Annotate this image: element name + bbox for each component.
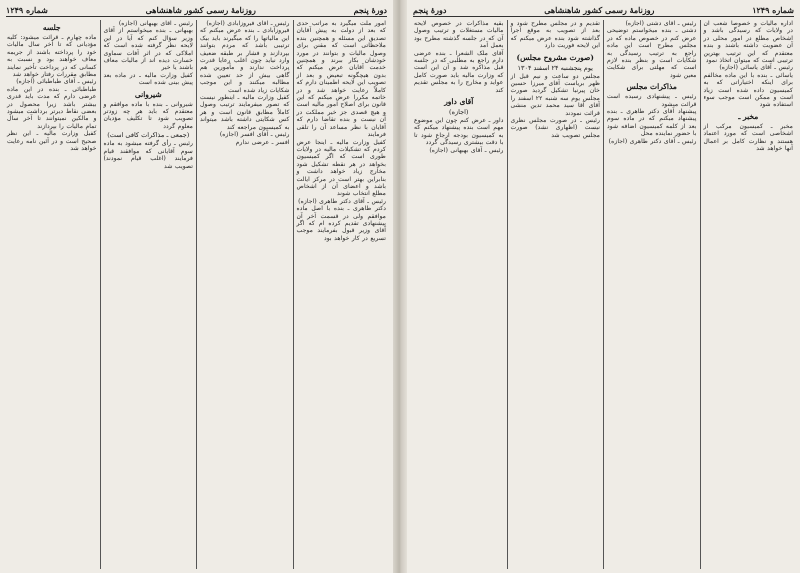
article-paragraph: رئیس ـ آقای افسر (اجازه) (219, 131, 290, 139)
left-page-column-3 (101, 20, 198, 569)
right-header-issue: دورهٔ پنجم (413, 5, 447, 15)
article-paragraph: فیروزآبادی ـ بنده عرض میکنم که این مالیاتها را که میگیرند باید بیک ترتیبی باشد که مردم بتوانند بپردازند و فشار بر طبقه ضعیف وارد نیاید چون اغلب رعایا قدرت پرداخت ندارند و مأمورین هم گاهی بیش از حد تعیین شده مطالبه میکنند و این موجب شکایات زیاد شده است (200, 27, 290, 94)
left-page-header (6, 4, 387, 17)
left-page-column-4 (4, 20, 101, 569)
article-paragraph: رئیس ـ آقای طباطبائی (اجازه) (16, 78, 97, 86)
article-heading: مذاکرات مجلس (626, 82, 677, 92)
article-paragraph: مخبر ـ کمیسیون مرکب از اشخاصی است که مورد اعتماد هستند و نظارت کامل بر اعمال آنها خواهد شد (703, 122, 793, 153)
article-paragraph: رئیس ـ آقای فیروزآبادی (اجازه) (206, 20, 290, 27)
article-paragraph: آقای ملک الشعرا ـ بنده عرضی دارم راجع به مطلبی که در جلسه قبل مذاکره شد و آن این است که وزارت مالیه باید صورت کامل عواید و مخارج را به مجلس تقدیم کند (414, 49, 504, 94)
right-header-title: روزنامهٔ رسمی کشور شاهنشاهی (544, 5, 655, 15)
article-paragraph: بقیه مذاکرات در خصوص لایحه مالیات مستغلات و ترتیب وصول آن که در جلسه گذشته مطرح بود بعمل آمد (414, 20, 504, 50)
article-paragraph: رئیس ـ در صورت مجلس نظری نیست (اظهاری نشد) صورت مجلس تصویب شد (510, 117, 600, 139)
article-subheading: یوم پنجشنبه ۲۴ اسفند ۱۳۰۴ (517, 63, 593, 72)
left-page-column-2 (197, 20, 294, 569)
article-paragraph: دشتی ـ بنده میخواستم توضیحی عرض کنم در خصوص ماده که در مجلس مطرح است این ماده راجع به ترتیب رسیدگی به شکایات است و بنظر بنده لازم است که مهلتی برای شکایت معین شود (607, 27, 697, 79)
page-gutter (393, 0, 407, 573)
article-paragraph: طباطبائی ـ بنده در این ماده عرضی دارم که مدت باید قدری بیشتر باشد زیرا محصول در بعضی نقاط دیرتر برداشت میشود و مالکین نمیتوانند تا آخر سال تمام مالیات را بپردازند (7, 85, 97, 130)
right-header-number: شماره ۱۲۴۹ (752, 5, 794, 15)
left-page-column-1 (294, 20, 390, 569)
article-paragraph: شیروانی ـ بنده با ماده موافقم و معتقدم که باید هر چه زودتر تصویب شود تا تکلیف مؤدیان معلوم گردد (103, 100, 193, 130)
article-subheading: (جمعی ـ مذاکرات کافی است) (107, 131, 190, 140)
right-page-column-2 (604, 20, 701, 569)
right-page-column-4 (411, 20, 508, 569)
right-page-header (413, 4, 794, 17)
left-page-columns (4, 20, 389, 569)
article-heading: آقای داور (444, 97, 474, 107)
article-paragraph: تقدیم و در مجلس مطرح شود و بعد از تصویب به موقع اجرا گذاشته شود بنده عرض میکنم که این لایحه فوریت دارد (510, 20, 600, 50)
article-heading: (صورت مشروح مجلس) (516, 52, 594, 62)
article-paragraph: بهبهانی ـ بنده میخواستم از آقای وزیر سؤال کنم که آیا در این لایحه نظر گرفته شده است که املاکی که در اثر آفات سماوی خسارت دیده اند از مالیات معاف باشند یا خیر (103, 27, 193, 72)
right-page-column-1 (701, 20, 797, 569)
article-paragraph: رئیس ـ آقای دشتی (اجازه) (625, 20, 697, 27)
article-heading: شیروانی (134, 89, 162, 99)
article-paragraph: رئیس ـ آقای یاسائی (اجازه) (719, 64, 793, 72)
article-paragraph: رئیس ـ آقای بهبهانی (اجازه) (429, 146, 504, 154)
article-subheading: (اجازه) (449, 108, 469, 117)
article-heading: مخبر ـ (738, 111, 759, 121)
article-paragraph: رئیس ـ آقای دکتر طاهری (اجازه) (608, 137, 697, 145)
article-paragraph: رئیس ـ رأی گرفته میشود به ماده سوم آقایانی که موافقند قیام فرمایند (اغلب قیام نمودند) تصویب شد (103, 140, 193, 170)
article-paragraph: دکتر طاهری ـ بنده با اصل ماده موافقم ولی در قسمت آخر آن پیشنهادی تقدیم کرده ام که اگر آقای وزیر قبول بفرمایند موجب تسریع در کار خواهد بود (296, 205, 386, 242)
article-paragraph: رئیس ـ آقای دکتر طاهری (اجازه) (298, 197, 386, 205)
article-paragraph: رئیس ـ آقای بهبهانی (اجازه) (118, 20, 193, 27)
article-paragraph: امور ملت میگیرد به مراتب حدی که بعد از دولت به پیش آقایان تصدیق این مسئله و همچنین بنده ملاحظاتی است که مقنن برای وصول مالیات و بتوانند در مورد خودشان بکار ببرند و همچنین خدمت آقایان عرض میکنم که بدون هیچگونه تبعیض و بعد از تصویب این لایحه اطمینان دارم که کاملاً رعایت خواهد شد و در خاتمه مکررا عرض میکنم که این قانون برای اصلاح امور مالیه است و هیچ قصدی جز خیر مملکت در آن نیست و بنده تقاضا دارم که آقایان با نظر مساعد آن را تلقی فرمایند (296, 20, 386, 139)
left-header-title: روزنامهٔ رسمی کشور شاهنشاهی (145, 5, 256, 15)
left-header-number: شماره ۱۲۴۹ (6, 5, 48, 15)
article-paragraph: اداره مالیات و خصوصا شعب آن در ولایات که رسیدگی باشد و اشخاص مطلع در امور محلی در آن عضویت داشته باشند و بنده معتقدم که این ترتیب بهترین ترتیبی است که میتوان اتخاذ نمود (703, 20, 793, 65)
right-page-columns (411, 20, 796, 569)
article-paragraph: کفیل وزارت مالیه ـ این نظر صحیح است و در آئین نامه رعایت خواهد شد (7, 130, 97, 153)
article-paragraph: ماده چهارم ـ قرائت میشود: کلیه مؤدیانی که تا آخر سال مالیات خود را پرداخته باشند از جریمه معاف خواهند بود و نسبت به کسانی که در پرداخت تأخیر نمایند مطابق مقررات رفتار خواهد شد (7, 34, 97, 79)
right-page-column-3 (508, 20, 605, 569)
article-paragraph: افسر ـ عرضی ندارم (235, 138, 290, 146)
article-paragraph: مجلس دو ساعت و نیم قبل از ظهر بریاست آقای میرزا حسین خان پیرنیا تشکیل گردید صورت مجلس یوم سه شنبه ۲۲ اسفند را آقای آقا سید محمد تدین منشی قرائت نمودند (510, 72, 600, 117)
right-page (407, 0, 800, 573)
article-paragraph: پیشنهاد آقای دکتر طاهری ـ بنده پیشنهاد میکنم که در ماده سوم بعد از کلمه کمیسیون اضافه شود با حضور نماینده محل (607, 108, 697, 138)
article-paragraph: رئیس ـ پیشنهادی رسیده است قرائت میشود (607, 93, 697, 108)
left-page (0, 0, 393, 573)
article-paragraph: داور ـ عرض کنم چون این موضوع مهم است بنده پیشنهاد میکنم که به کمیسیون بودجه ارجاع شود تا با دقت بیشتری رسیدگی گردد (414, 117, 504, 147)
article-paragraph: کفیل وزارت مالیه ـ اینطور نیست که تصور میفرمایند ترتیب وصول کاملاً مطابق قانون است و هر کس شکایتی داشته باشد میتواند به کمیسیون مراجعه کند (200, 94, 290, 131)
article-paragraph: کفیل وزارت مالیه ـ در ماده بعد پیش بینی شده است (103, 71, 193, 87)
left-header-issue: دورهٔ پنجم (353, 5, 387, 15)
article-paragraph: یاسائی ـ بنده با این ماده مخالفم برای اینکه اختیاراتی که به کمیسیون داده شده است زیاد است و ممکن است موجب سوء استفاده شود (703, 71, 793, 109)
article-paragraph: کفیل وزارت مالیه ـ اینجا عرض کردم که تشکیلات مالیه در ولایات طوری است که اگر کمیسیون بخواهد در هر نقطه تشکیل شود مخارج زیاد خواهد داشت و بنابراین بهتر است در مرکز ایالت باشد و اعضای آن از اشخاص مطلع انتخاب شوند (296, 138, 386, 198)
article-heading: جلسه (42, 23, 61, 32)
